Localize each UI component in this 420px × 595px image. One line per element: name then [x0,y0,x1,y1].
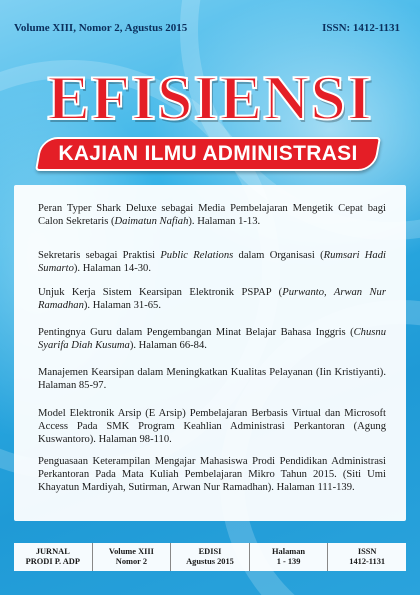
journal-title: EFISIENSI [47,62,373,133]
article-entry: Pentingnya Guru dalam Pengembangan Minat Belajar Bahasa Inggris (Chusnu Syarifa Diah Kusuma). Halaman 66-84. [38,327,386,351]
article-entry: Sekretaris sebagai Praktisi Public Relations dalam Organisasi (Rumsari Hadi Sumarto). Halaman 14-30. [38,250,386,274]
footer-cell-edition: EDISI Agustus 2015 [171,543,250,571]
article-entry: Unjuk Kerja Sistem Kearsipan Elektronik PSPAP (Purwanto, Arwan Nur Ramadhan). Halaman 31-65. [38,287,386,311]
issn-info: ISSN: 1412-1131 [322,22,400,34]
article-entry: Manajemen Kearsipan dalam Meningkatkan Kualitas Pelayanan (Iin Kristiyanti). Halaman 85-97. [38,367,386,391]
publication-info-bar [14,543,406,571]
journal-subtitle: KAJIAN ILMU ADMINISTRASI [58,142,358,165]
footer-cell-issn: ISSN 1412-1131 [349,547,386,566]
table-of-contents [14,185,406,521]
article-entry: Peran Typer Shark Deluxe sebagai Media Pembelajaran Mengetik Cepat bagi Calon Sekretaris (Daimatun Nafiah). Halaman 1-13. [38,203,386,227]
article-entry: Model Elektronik Arsip (E Arsip) Pembelajaran Berbasis Virtual dan Microsoft Access Pada SMK Program Keahlian Administrasi Perkantoran (Agung Kuswantoro). Halaman 98-110. [38,408,386,445]
footer-cell-volume: Volume XIII Nomor 2 [93,543,172,571]
volume-info: Volume XIII, Nomor 2, Agustus 2015 [14,22,188,34]
footer-cell-pages: Halaman 1 - 139 [250,543,329,571]
footer-cell-journal: JURNAL PRODI P. ADP [14,543,93,571]
article-entry: Penguasaan Keterampilan Mengajar Mahasiswa Prodi Pendidikan Administrasi Perkantoran Pada Mata Kuliah Pembelajaran Mikro Tahun 2015. (Siti Umi Khayatun Mardiyah, Sutirman, Arwan Nur Ramadhan). Halaman 111-139. [38,456,386,493]
